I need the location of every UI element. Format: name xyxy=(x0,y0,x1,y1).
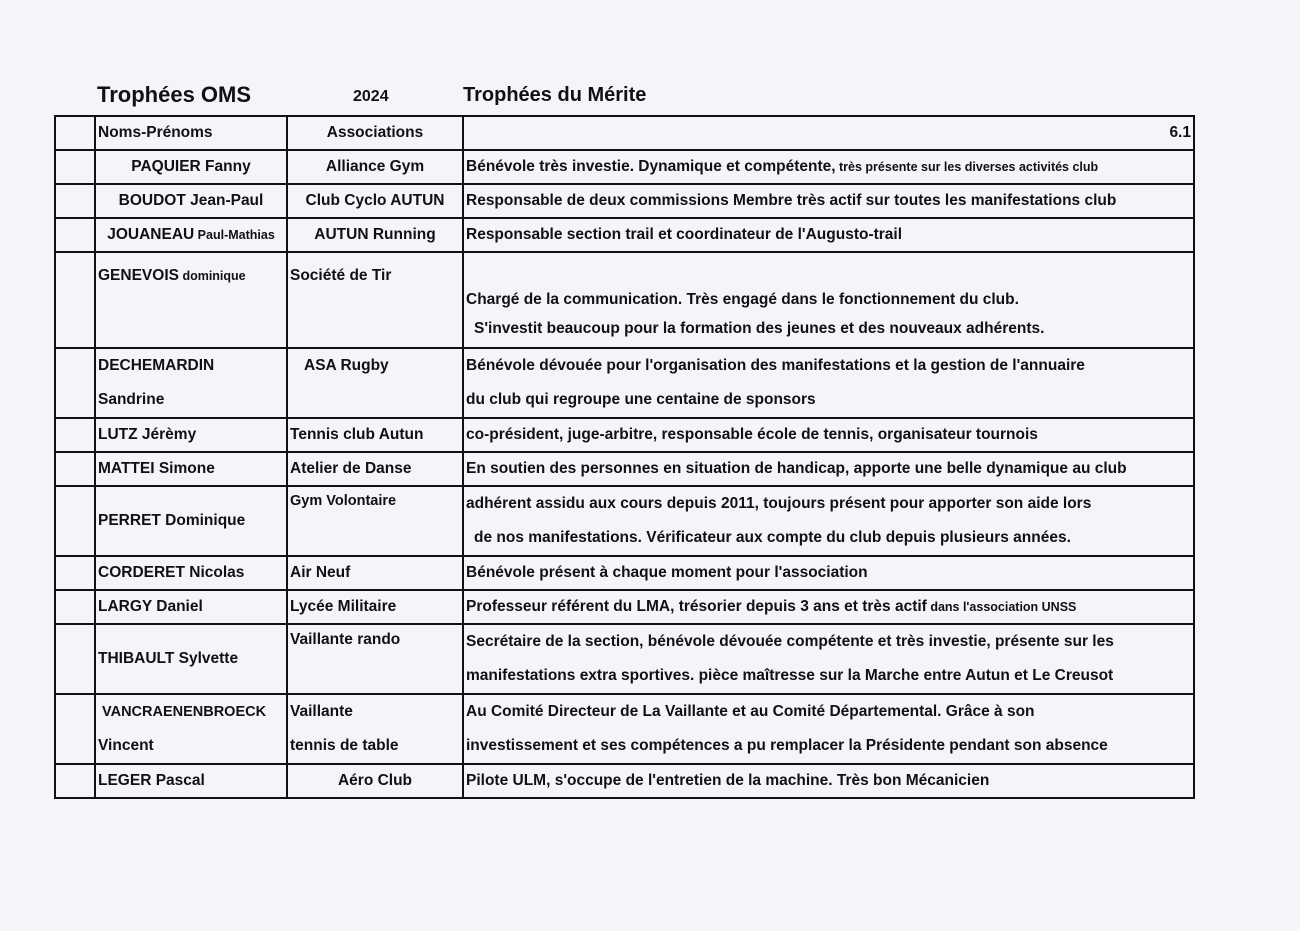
name-cell xyxy=(95,218,287,252)
name-cell: THIBAULT Sylvette xyxy=(95,624,287,694)
document-title: Trophées OMS xyxy=(97,82,252,107)
description-line-2: S'investit beaucoup pour la formation des jeunes et des nouveaux adhérents. xyxy=(474,320,1045,337)
description-cell: En soutien des personnes en situation de handicap, apporte une belle dynamique au club xyxy=(463,452,1194,486)
table-row xyxy=(55,556,1194,590)
column-header-association: Associations xyxy=(287,116,463,150)
name-cell: MATTEI Simone xyxy=(95,452,287,486)
association-cell: Tennis club Autun xyxy=(287,418,463,452)
association-cell: Lycée Militaire xyxy=(287,590,463,624)
description-line-1: Secrétaire de la section, bénévole dévouée compétente et très investie, présente sur les xyxy=(466,633,1114,650)
description-cell xyxy=(463,348,1194,418)
index-cell xyxy=(55,764,95,798)
association-cell: Société de Tir xyxy=(287,252,463,348)
description-cell xyxy=(463,624,1194,694)
name-text: VANCRAENENBROECK xyxy=(102,704,267,720)
description-cell: Bénévole présent à chaque moment pour l'association xyxy=(463,556,1194,590)
index-cell xyxy=(55,694,95,764)
association-cell: ASA Rugby xyxy=(287,348,463,418)
association-cell: Vaillante rando xyxy=(287,624,463,694)
description-line-1: Chargé de la communication. Très engagé dans le fonctionnement du club. xyxy=(466,291,1019,308)
reference-number: 6.1 xyxy=(463,116,1194,150)
description-cell xyxy=(463,694,1194,764)
document-subtitle: Trophées du Mérite xyxy=(463,84,647,106)
name-cell xyxy=(95,694,287,764)
description-text-small: très présente sur les diverses activités club xyxy=(835,160,1099,174)
document-year: 2024 xyxy=(353,88,389,105)
index-cell xyxy=(55,486,95,556)
description-line-2: de nos manifestations. Vérificateur aux compte du club depuis plusieurs années. xyxy=(474,529,1071,546)
name-cell: CORDERET Nicolas xyxy=(95,556,287,590)
association-cell: Aéro Club xyxy=(287,764,463,798)
name-cell: LARGY Daniel xyxy=(95,590,287,624)
description-cell: Pilote ULM, s'occupe de l'entretien de la machine. Très bon Mécanicien xyxy=(463,764,1194,798)
association-cell xyxy=(287,694,463,764)
table-row xyxy=(55,590,1194,624)
name-text-line-2: Sandrine xyxy=(98,391,165,408)
description-cell: Responsable de deux commissions Membre très actif sur toutes les manifestations club xyxy=(463,184,1194,218)
name-cell: BOUDOT Jean-Paul xyxy=(95,184,287,218)
association-cell: Air Neuf xyxy=(287,556,463,590)
description-line-2: du club qui regroupe une centaine de sponsors xyxy=(466,391,816,408)
table-row xyxy=(55,624,1194,694)
table-row xyxy=(55,418,1194,452)
description-cell xyxy=(463,590,1194,624)
name-cell: PERRET Dominique xyxy=(95,486,287,556)
name-cell xyxy=(95,252,287,348)
name-text: JOUANEAU xyxy=(107,226,195,243)
description-text: Professeur référent du LMA, trésorier depuis 3 ans et très actif xyxy=(466,598,927,615)
name-text: DECHEMARDIN xyxy=(98,357,215,374)
description-cell xyxy=(463,252,1194,348)
association-cell: Gym Volontaire xyxy=(287,486,463,556)
name-text: GENEVOIS xyxy=(98,267,179,284)
description-line-1: adhérent assidu aux cours depuis 2011, toujours présent pour apporter son aide lors xyxy=(466,495,1092,512)
association-cell: Alliance Gym xyxy=(287,150,463,184)
index-cell xyxy=(55,624,95,694)
description-line-2: manifestations extra sportives. pièce maîtresse sur la Marche entre Autun et Le Creusot xyxy=(466,667,1114,684)
table-row xyxy=(55,218,1194,252)
association-cell: Atelier de Danse xyxy=(287,452,463,486)
table-row xyxy=(55,184,1194,218)
index-cell xyxy=(55,252,95,348)
association-text: Vaillante xyxy=(290,703,353,720)
index-cell xyxy=(55,116,95,150)
name-cell: PAQUIER Fanny xyxy=(95,150,287,184)
column-header-name: Noms-Prénoms xyxy=(95,116,287,150)
description-cell: co-président, juge-arbitre, responsable école de tennis, organisateur tournois xyxy=(463,418,1194,452)
table-row xyxy=(55,694,1194,764)
description-cell xyxy=(463,486,1194,556)
name-cell xyxy=(95,348,287,418)
table-header-row xyxy=(55,116,1194,150)
description-cell xyxy=(463,150,1194,184)
description-text: Bénévole très investie. Dynamique et compétente, xyxy=(466,158,836,175)
name-cell: LUTZ Jérèmy xyxy=(95,418,287,452)
index-cell xyxy=(55,348,95,418)
index-cell xyxy=(55,452,95,486)
table-row xyxy=(55,150,1194,184)
table-row xyxy=(55,486,1194,556)
table-row xyxy=(55,348,1194,418)
description-text-small: dans l'association UNSS xyxy=(926,600,1077,614)
description-cell: Responsable section trail et coordinateur de l'Augusto-trail xyxy=(463,218,1194,252)
index-cell xyxy=(55,556,95,590)
table-row xyxy=(55,764,1194,798)
name-cell: LEGER Pascal xyxy=(95,764,287,798)
description-line-1: Au Comité Directeur de La Vaillante et au Comité Départemental. Grâce à son xyxy=(466,703,1035,720)
trophy-table xyxy=(54,115,1195,799)
index-cell xyxy=(55,590,95,624)
table-row xyxy=(55,252,1194,348)
description-line-2: investissement et ses compétences a pu remplacer la Présidente pendant son absence xyxy=(466,737,1108,754)
association-text-line-2: tennis de table xyxy=(290,737,399,754)
name-text-small: dominique xyxy=(178,269,246,283)
association-cell: AUTUN Running xyxy=(287,218,463,252)
index-cell xyxy=(55,150,95,184)
name-text-line-2: Vincent xyxy=(98,737,154,754)
index-cell xyxy=(55,218,95,252)
association-cell: Club Cyclo AUTUN xyxy=(287,184,463,218)
name-text-small: Paul-Mathias xyxy=(194,228,275,242)
index-cell xyxy=(55,184,95,218)
index-cell xyxy=(55,418,95,452)
description-line-1: Bénévole dévouée pour l'organisation des manifestations et la gestion de l'annuaire xyxy=(466,357,1085,374)
table-row xyxy=(55,452,1194,486)
